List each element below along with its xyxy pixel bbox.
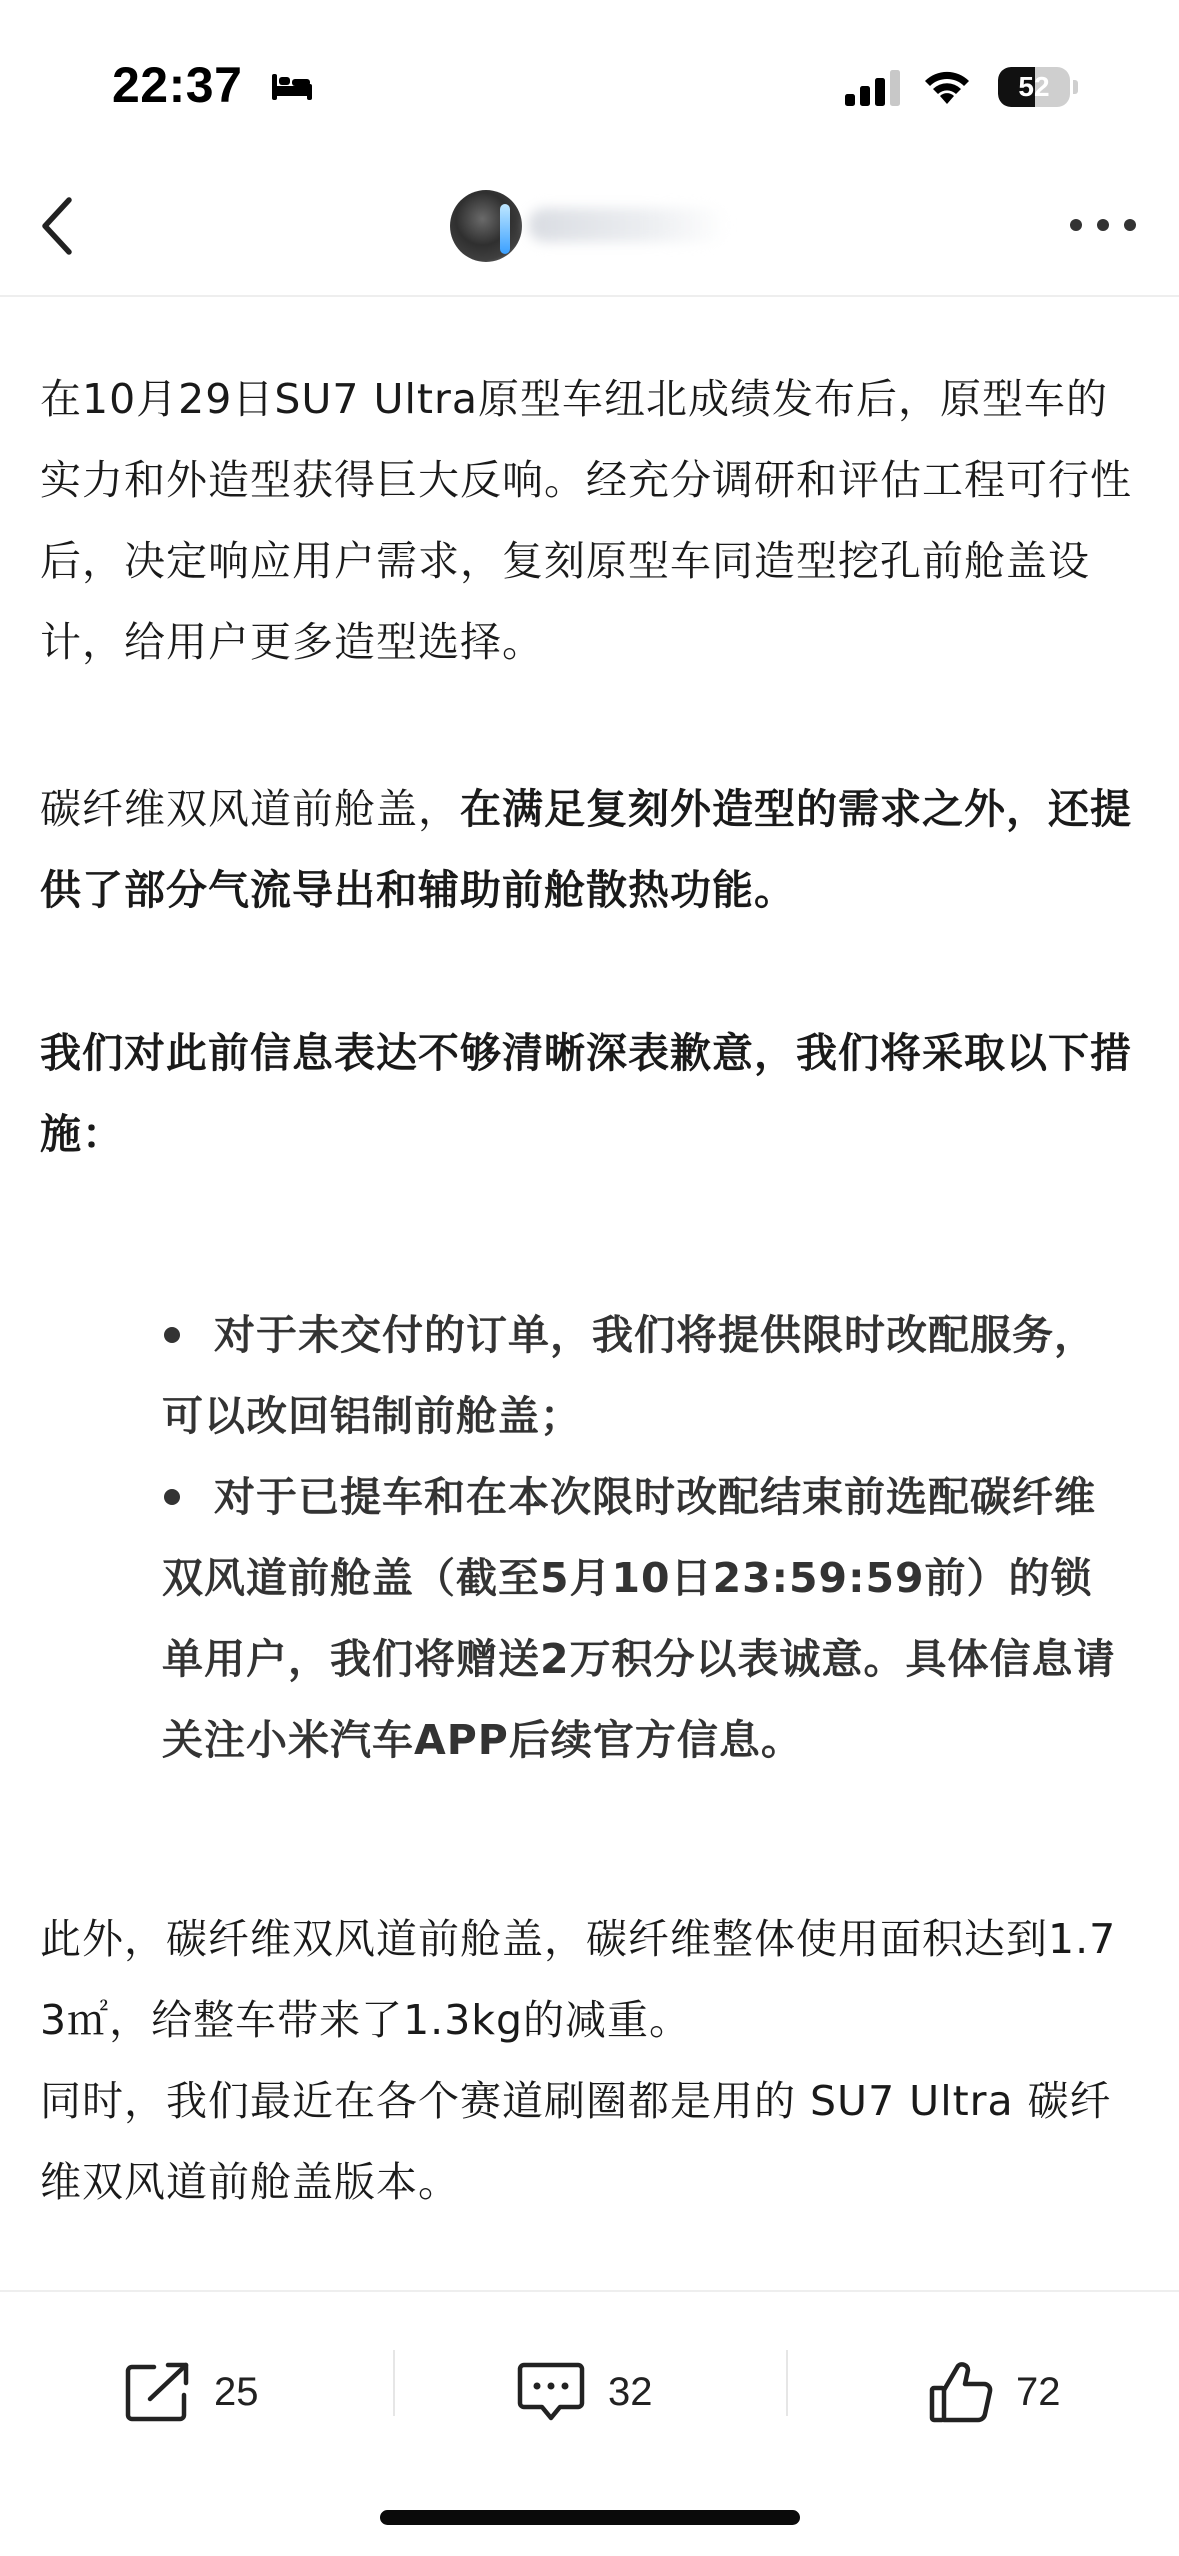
paragraph-track: 同时，我们最近在各个赛道刷圈都是用的 SU7 Ultra 碳纤维双风道前舱盖版本。: [40, 2077, 1112, 2206]
profile-name-blurred[interactable]: [528, 208, 728, 242]
list-item-text: 对于未交付的订单，我们将提供限时改配服务，可以改回铝制前舱盖；: [162, 1311, 1096, 1440]
divider: [786, 2350, 788, 2416]
back-button[interactable]: [22, 186, 92, 266]
list-item: [162, 1295, 1122, 1457]
more-button[interactable]: [1058, 200, 1148, 250]
chevron-left-icon: [37, 194, 77, 258]
paragraph-carbon-hood-normal: 碳纤维双风道前舱盖，: [40, 785, 460, 833]
avatar[interactable]: [450, 190, 522, 262]
thumbs-up-icon: [928, 2360, 994, 2424]
paragraph-intro: 在10月29日SU7 Ultra原型车纽北成绩发布后，原型车的实力和外造型获得巨大反响。经充分调研和评估工程可行性后，决定响应用户需求，复刻原型车同造型挖孔前舱盖设计，给用户更多造型选择。: [40, 375, 1132, 666]
paragraph-carbon-hood: [40, 769, 1139, 931]
divider: [393, 2350, 395, 2416]
home-indicator[interactable]: [380, 2510, 800, 2525]
measures-list: [162, 1295, 1122, 1781]
share-button[interactable]: [124, 2352, 259, 2432]
share-icon: [124, 2361, 192, 2423]
paragraph-weight: 此外，碳纤维双风道前舱盖，碳纤维整体使用面积达到1.73㎡，给整车带来了1.3kg的减重。: [40, 1915, 1117, 2044]
battery-body: [998, 67, 1070, 107]
cellular-signal-icon: [845, 70, 901, 106]
share-count: 25: [214, 2369, 259, 2414]
nav-bar: [0, 150, 1179, 297]
battery-cap: [1073, 80, 1078, 94]
battery-icon: [998, 67, 1078, 107]
comment-icon: [516, 2361, 586, 2423]
bullet-dot: [164, 1327, 180, 1343]
more-horizontal-icon: [1068, 217, 1138, 233]
bed-icon: [270, 72, 314, 102]
wifi-icon: [922, 66, 972, 106]
battery-percent: 52: [1018, 71, 1050, 102]
comment-button[interactable]: [516, 2352, 653, 2432]
action-bar: [0, 2290, 1179, 2462]
status-time: 22:37: [112, 57, 243, 113]
paragraph-carbon-hood-bold: 在满足复刻外造型的需求之外，还提供了部分气流导出和辅助前舱散热功能。: [40, 785, 1132, 914]
paragraph-apology: 我们对此前信息表达不够清晰深表歉意，我们将采取以下措施：: [40, 1029, 1132, 1158]
status-bar: [0, 0, 1179, 150]
list-item: [162, 1457, 1122, 1781]
comment-count: 32: [608, 2369, 653, 2414]
like-count: 72: [1016, 2369, 1061, 2414]
like-button[interactable]: [928, 2352, 1061, 2432]
avatar-highlight: [500, 204, 510, 254]
list-item-text: 对于已提车和在本次限时改配结束前选配碳纤维双风道前舱盖（截至5月10日23:59:59前）的锁单用户，我们将赠送2万积分以表诚意。具体信息请关注小米汽车APP后续官方信息。: [162, 1473, 1116, 1764]
bullet-dot: [164, 1489, 180, 1505]
